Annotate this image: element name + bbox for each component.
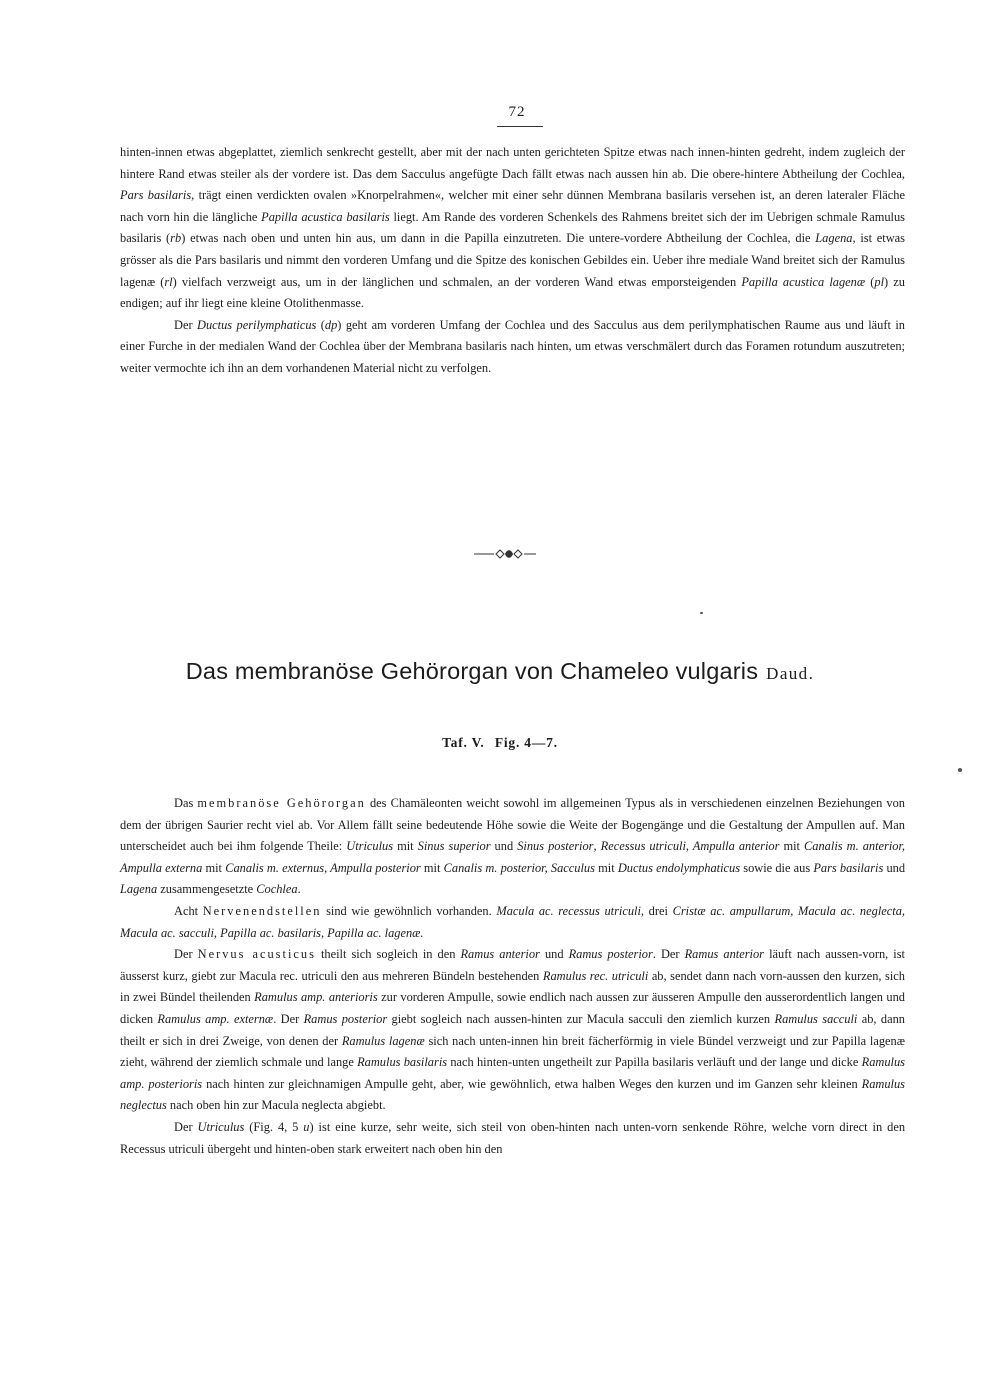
italic-term: Lagena <box>815 231 853 246</box>
italic-term: Papilla acustica lagenæ <box>741 274 866 289</box>
italic-term: Ramulus amp. posterioris <box>120 1055 905 1091</box>
text-run: Der <box>174 947 198 962</box>
text-run: ) geht am vorderen Umfang der Cochlea und des Sacculus aus dem perilymphatischen Raume aus und läuft in einer Furche in der medialen Wand der Cochlea über der Membrana basilaris nach hinten, um etwas verschmälert durch das Foramen rotundum auszutreten; weiter vermochte ich ihn an dem vorhandenen Material nicht zu verfolgen. <box>120 317 905 375</box>
text-run: Das <box>174 796 198 810</box>
italic-term: Recessus utriculi, Ampulla anterior <box>600 839 780 854</box>
text-run: ) vielfach verzweigt aus, um in der länglichen und schmalen, an der vorderen Wand etwas emporsteigenden <box>172 274 742 289</box>
paragraph <box>120 315 905 380</box>
text-run: drei <box>644 903 673 918</box>
italic-term: Pars basilaris <box>120 188 192 203</box>
text-run: und <box>490 839 518 854</box>
page-number-rule <box>497 126 543 127</box>
section-body <box>120 793 905 1160</box>
text-run: Acht <box>174 903 203 918</box>
text-run: , trägt einen verdickten ovalen »Knorpelrahmen«, welcher mit einer sehr dünnen Membrana basilaris versehen ist, an deren lateraler Fläche nach vorn hin die längliche <box>120 188 905 224</box>
section-author: Daud. <box>766 664 815 683</box>
text-run: mit <box>779 839 805 854</box>
spaced-term: Nervus acusticus <box>197 947 316 962</box>
text-run: ) zu endigen; auf ihr liegt eine kleine Otolithenmasse. <box>120 274 905 311</box>
text-run: sich nach unten-innen hin breit fächerförmig in viele Bündel verzweigt und zur Papilla lagenæ zieht, während der ziemlich schmale und lange <box>120 1033 906 1070</box>
text-run: sind wie gewöhnlich vorhanden. <box>321 903 497 918</box>
italic-term: Utriculus <box>197 1119 245 1134</box>
italic-term: dp <box>324 317 338 332</box>
figure-label: Fig. 4—7. <box>494 735 558 750</box>
text-run: . <box>297 882 301 897</box>
italic-term: Ramus posterior <box>303 1011 388 1026</box>
text-run: ) ist eine kurze, sehr weite, sich steil von oben-hinten nach unten-vorn senkende Röhre, welche vorn direct in den Recessus utriculi übergeht und hinten-oben stark erweitert nach oben hin den <box>120 1119 906 1156</box>
spaced-term: membranöse Gehörorgan <box>197 796 366 810</box>
italic-term: Ramulus basilaris <box>357 1055 448 1070</box>
text-run: nach hinten-unten ungetheilt zur Papilla basilaris verläuft und der lange und dicke <box>447 1055 862 1070</box>
italic-term: Utriculus <box>346 839 394 854</box>
italic-term: Ramulus sacculi <box>774 1011 858 1026</box>
italic-term: pl <box>874 274 885 289</box>
text-run: theilt sich sogleich in den <box>315 947 461 962</box>
italic-term: Cochlea <box>256 882 298 897</box>
italic-term: rb <box>170 231 182 246</box>
text-run: sowie die aus <box>740 860 814 875</box>
text-run: mit <box>594 860 618 875</box>
italic-term: Ramulus rec. utriculi <box>542 968 649 983</box>
text-run: . Der <box>273 1011 304 1026</box>
speck <box>958 768 962 772</box>
paragraph <box>120 142 905 315</box>
italic-term: Ductus endolymphaticus <box>617 860 741 875</box>
italic-term: Ductus perilymphaticus <box>197 317 317 332</box>
text-run: , ist etwas grösser als die Pars basilaris und nimmt den vorderen Umfang und die Spitze des konischen Gebildes ein. Ueber ihre mediale Wand breitet sich der Ramulus lagenæ ( <box>120 231 905 289</box>
section-heading <box>0 658 1000 685</box>
italic-term: u <box>303 1119 310 1134</box>
text-run: . Der <box>652 947 685 962</box>
text-run: (Fig. 4, 5 <box>244 1119 304 1134</box>
text-run: des Chamäleonten weicht sowohl im allgemeinen Typus als in verschiedenen einzelnen Beziehungen von dem der übrigen Saurier recht viel ab. Vor Allem fällt seine bedeutende Höhe sowie die Weite der Bogengänge und die Gestaltung der Ampullen auf. Man unterscheidet auch bei ihm folgende Theile: <box>120 796 905 854</box>
italic-term: Lagena <box>120 882 158 897</box>
italic-term: Canalis m. externus, Ampulla posterior <box>225 860 421 875</box>
plate-reference <box>0 735 1000 751</box>
continued-text-block <box>120 142 905 380</box>
text-run: mit <box>393 839 418 854</box>
italic-term: Ramulus amp. anterioris <box>254 990 378 1005</box>
text-run: läuft nach aussen-vorn, ist äusserst kurz, giebt zur Macula rec. utriculi den aus mehreren Bündeln bestehenden <box>120 947 906 983</box>
paragraph <box>120 1117 905 1160</box>
italic-term: Canalis m. anterior, Ampulla externa <box>120 839 906 875</box>
text-run: nach oben hin zur Macula neglecta abgiebt. <box>166 1098 386 1113</box>
text-run: und <box>883 860 906 875</box>
text-run: hinten-innen etwas abgeplattet, ziemlich senkrecht gestellt, aber mit der nach unten gerichteten Spitze etwas nach innen-hinten gedreht, indem zugleich der hintere Rand etwas steiler als der vordere ist. Das dem Sacculus angefügte Dach fällt etwas nach aussen hin ab. Die obere-hintere Abtheilung der Cochlea, <box>120 145 905 181</box>
text-run: mit <box>202 860 226 875</box>
text-run: liegt. Am Rande des vorderen Schenkels des Rahmens breitet sich der im Uebrigen schmale Ramulus basilaris ( <box>120 209 905 246</box>
text-run: zur vorderen Ampulle, sowie endlich nach aussen zur äusseren Ampulle den ausserordentlich langen und dicken <box>120 990 905 1026</box>
italic-term: Cristæ ac. ampullarum, Macula ac. neglecta, Macula ac. sacculi, Papilla ac. basilaris, Papilla ac. lagenæ. <box>120 903 905 940</box>
page-number: 72 <box>508 104 526 120</box>
text-run: ) etwas nach oben und unten hin aus, um dann in die Papilla einzutreten. Die untere-vordere Abtheilung der Cochlea, die <box>181 231 816 246</box>
italic-term: Ramus anterior <box>460 947 540 962</box>
italic-term: Ramulus neglectus <box>120 1076 905 1113</box>
italic-term: Ramulus amp. externæ <box>157 1011 274 1026</box>
italic-term: Ramus posterior <box>568 947 653 962</box>
italic-term: Pars basilaris <box>813 860 884 875</box>
text-run: , <box>593 839 601 854</box>
italic-term: Sinus posterior <box>517 839 594 854</box>
text-run: mit <box>420 860 444 875</box>
text-run: ( <box>865 274 875 289</box>
paragraph <box>120 901 905 944</box>
text-run: Der <box>174 1119 198 1134</box>
spaced-term: Nervenendstellen <box>202 903 322 918</box>
plate-label: Taf. V. <box>442 735 485 750</box>
italic-term: Ramus anterior <box>684 947 765 962</box>
section-ornament <box>472 546 538 562</box>
text-run: giebt sogleich nach aussen-hinten zur Macula sacculi den ziemlich kurzen <box>387 1011 775 1026</box>
speck <box>700 612 703 614</box>
paragraph <box>120 793 905 901</box>
italic-term: rl <box>164 274 173 289</box>
italic-term: Papilla acustica basilaris <box>261 209 390 224</box>
italic-term: Ramulus lagenæ <box>341 1033 425 1048</box>
text-run: ab, sendet dann nach vorn-aussen den kurzen, sich in zwei Bündel theilenden <box>120 968 905 1005</box>
text-run: ( <box>316 317 325 332</box>
italic-term: Macula ac. recessus utriculi, <box>496 903 645 918</box>
italic-term: Sinus superior <box>417 839 491 854</box>
text-run: ab, dann theilt er sich in drei Zweige, von denen der <box>120 1011 905 1048</box>
italic-term: Canalis m. posterior, Sacculus <box>443 860 595 875</box>
text-run: Der <box>174 317 197 332</box>
text-run: und <box>539 947 569 962</box>
paragraph <box>120 944 905 1117</box>
text-run: nach hinten zur gleichnamigen Ampulle geht, aber, wie gewöhnlich, etwa halben Weges den kurzen und im Ganzen sehr kleinen <box>202 1076 862 1091</box>
text-run: zusammengesetzte <box>157 882 257 897</box>
section-title: Das membranöse Gehörorgan von Chameleo vulgaris <box>185 658 759 684</box>
